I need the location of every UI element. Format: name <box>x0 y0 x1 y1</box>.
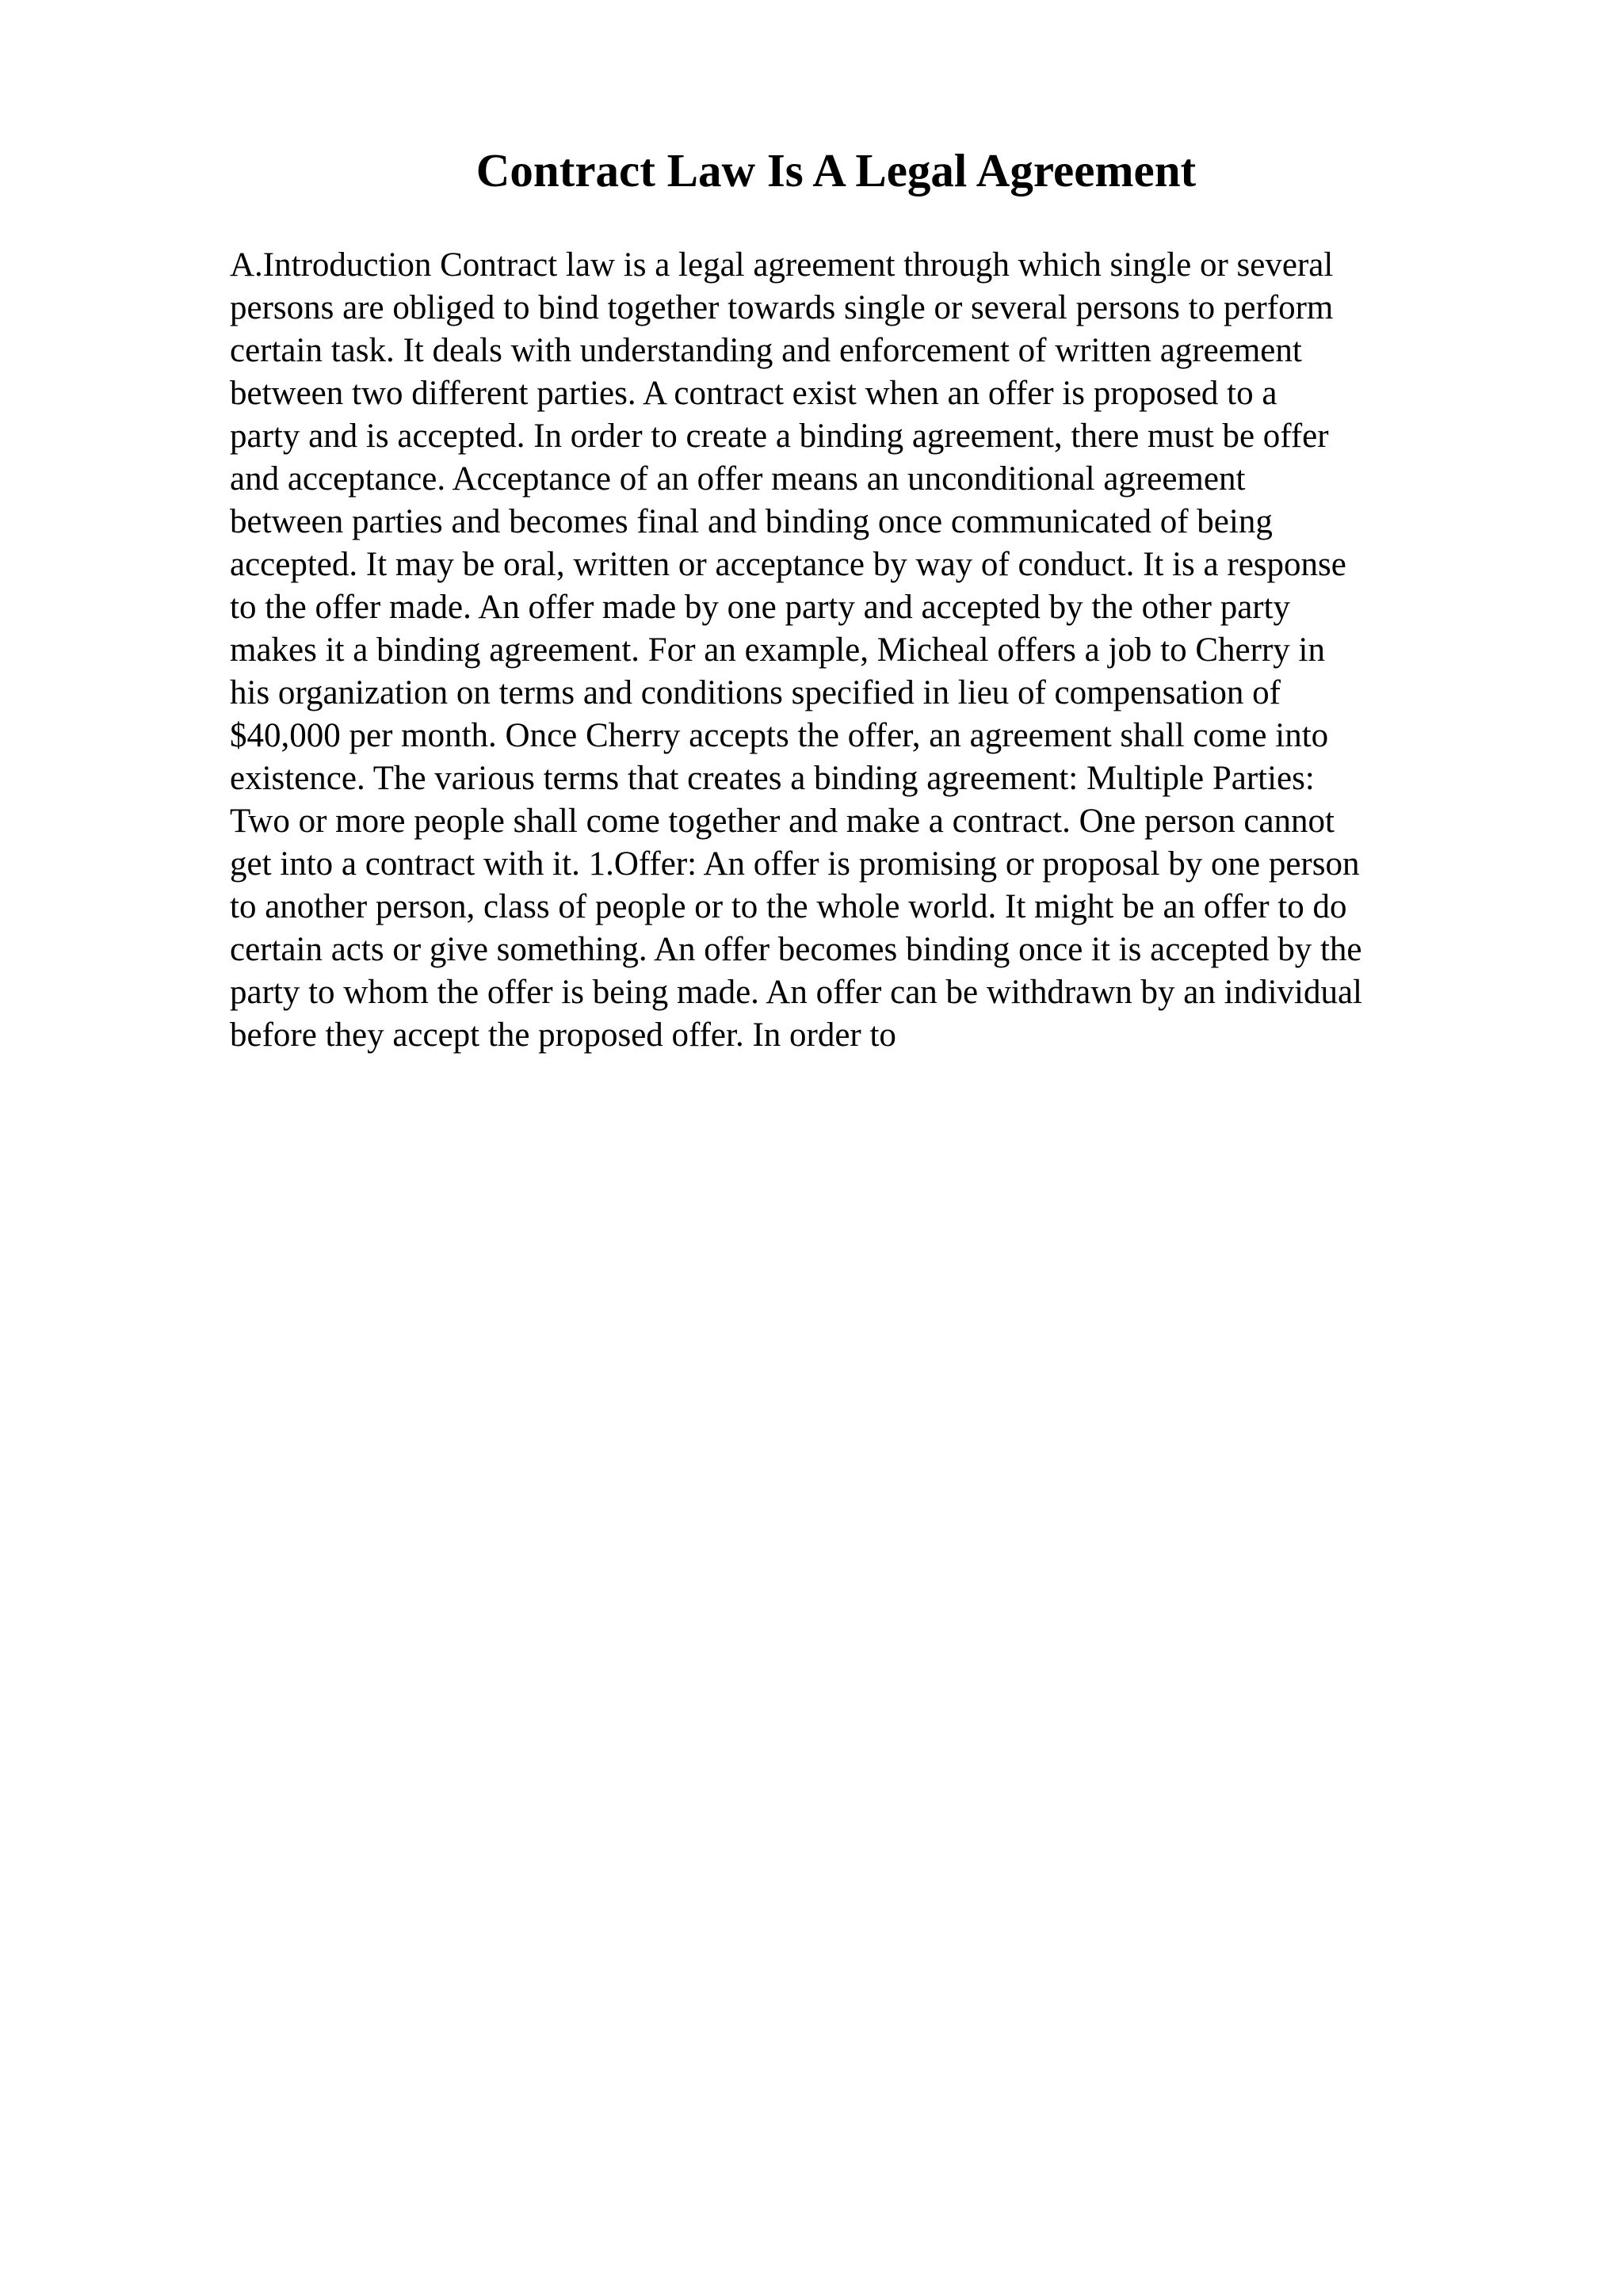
body-line: to another person, class of people or to the whole world. It might be an offer to do <box>230 888 1347 925</box>
page-title: Contract Law Is A Legal Agreement <box>475 144 1197 196</box>
body-line: A.Introduction Contract law is a legal agreement through which single or several <box>230 246 1334 284</box>
body-line: certain acts or give something. An offer becomes binding once it is accepted by the <box>230 931 1362 968</box>
body-line: party and is accepted. In order to create a binding agreement, there must be offer <box>230 418 1329 455</box>
body-line: Two or more people shall come together and make a contract. One person cannot <box>230 803 1335 840</box>
body-line: his organization on terms and conditions specified in lieu of compensation of <box>230 674 1281 711</box>
body-line: $40,000 per month. Once Cherry accepts the offer, an agreement shall come into <box>230 717 1329 754</box>
body-line: persons are obliged to bind together towards single or several persons to perform <box>230 289 1334 326</box>
body-line: to the offer made. An offer made by one party and accepted by the other party <box>230 589 1291 626</box>
body-line: between two different parties. A contract exist when an offer is proposed to a <box>230 375 1277 412</box>
body-line: accepted. It may be oral, written or acceptance by way of conduct. It is a response <box>230 546 1346 583</box>
body-line: party to whom the offer is being made. An offer can be withdrawn by an individual <box>230 974 1362 1011</box>
document-body <box>230 244 1466 1057</box>
body-line: between parties and becomes final and binding once communicated of being <box>230 503 1273 540</box>
body-line: existence. The various terms that creates a binding agreement: Multiple Parties: <box>230 760 1315 797</box>
body-line: and acceptance. Acceptance of an offer means an unconditional agreement <box>230 460 1246 498</box>
body-line: makes it a binding agreement. For an example, Micheal offers a job to Cherry in <box>230 631 1325 669</box>
body-line: get into a contract with it. 1.Offer: An offer is promising or proposal by one person <box>230 845 1360 883</box>
body-line: certain task. It deals with understanding and enforcement of written agreement <box>230 332 1302 369</box>
body-line: before they accept the proposed offer. In order to <box>230 1016 896 1054</box>
